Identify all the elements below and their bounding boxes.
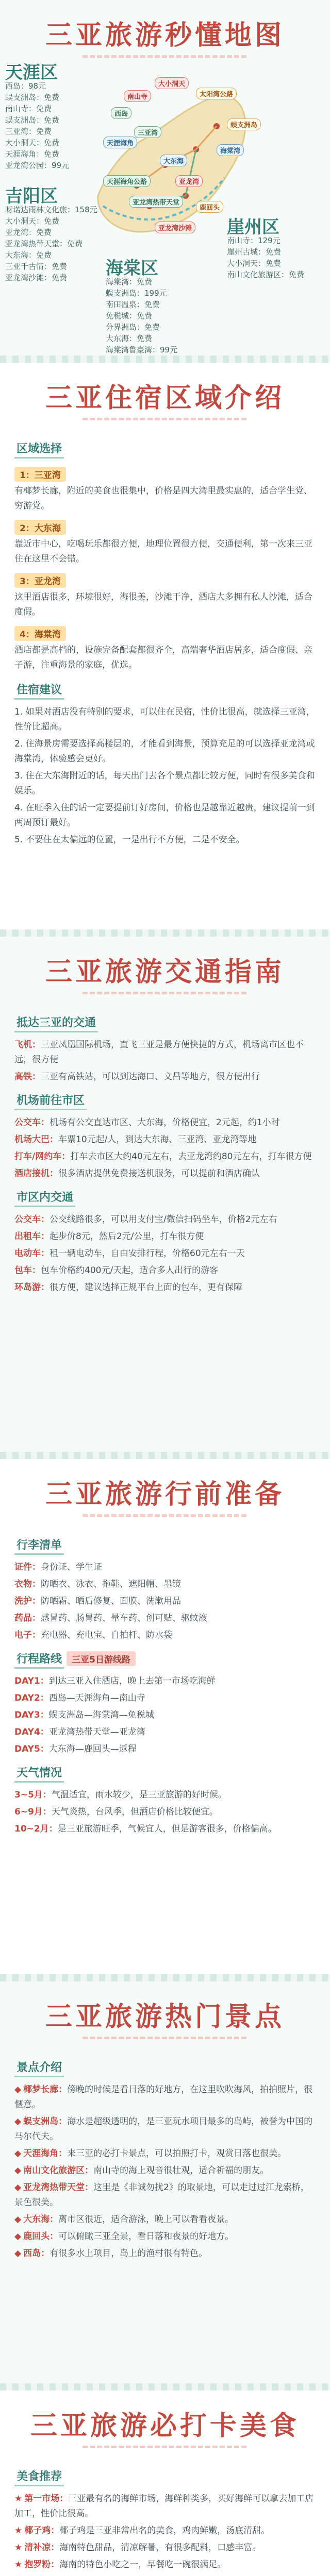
pack-item: [14, 1628, 316, 1643]
arrive-key: 飞机：: [14, 1040, 41, 1050]
district-line: 崖州古城：免费: [227, 247, 282, 257]
spot-item: [14, 2212, 316, 2227]
title-underline: [82, 992, 248, 994]
pack-value: 防晒衣、泳衣、拖鞋、遮阳帽、墨镜: [41, 1579, 181, 1589]
pin-icon: ◆: [14, 2214, 22, 2225]
wave-divider: [0, 929, 330, 937]
star-icon: ★: [14, 2526, 23, 2536]
spot-item: [14, 2229, 316, 2244]
food-title-wrap: [0, 2391, 330, 2458]
weather-item: [14, 1805, 316, 1820]
weather-heading: 天气情况: [14, 1763, 64, 1783]
pack-key: 药品：: [14, 1613, 41, 1623]
pack-item: [14, 1560, 316, 1575]
district-yazhou: [227, 217, 330, 280]
city-value: 公交线路很多，可以用支付宝/微信扫码坐车，价格2元左右: [50, 1214, 277, 1225]
area-desc: 有椰梦长廊，附近的美食也很集中，价格是四大湾里最实惠的，适合学生党、穷游党。: [14, 486, 312, 511]
pack-item: [14, 1577, 316, 1592]
arrive-key: 高铁：: [14, 1072, 41, 1082]
plan-day: DAY4：: [14, 1727, 49, 1737]
airport-value: 很多酒店提供免费接送机服务，可以提前和酒店确认: [58, 1168, 260, 1179]
pack-value: 感冒药、肠胃药、晕车药、创可贴、驱蚊液: [41, 1613, 207, 1623]
spot-desc: 有很多水上项目，岛上的渔村很有特色。: [50, 2248, 208, 2259]
airport-value: 打车去市区大约40元左右，去亚龙湾约80元左右，打车很方便: [70, 1151, 312, 1162]
map-label: 南山寺: [124, 90, 151, 102]
star-icon: ★: [14, 2494, 23, 2504]
district-line: 大东海：免费: [106, 334, 153, 343]
arrive-heading: 抵达三亚的交通: [14, 1013, 98, 1032]
arrive-item: [14, 1070, 316, 1084]
wave-divider: [0, 1974, 330, 1981]
weather-item: [14, 1822, 316, 1837]
district-tianya: [5, 62, 108, 171]
map-label: 亚龙湾: [175, 175, 203, 187]
district-line: 蜈支洲岛：199元: [106, 289, 167, 298]
map-label: 鹿回头: [196, 201, 223, 213]
stay-tip: 3. 住在大东海附近的话，每天出门去各个景点都比较方便，同时有很多美食和娱乐。: [14, 771, 315, 796]
spots-title-wrap: [0, 1981, 330, 2048]
district-line: 南山文化旅游区：免费: [227, 270, 305, 279]
area-item: [14, 623, 316, 673]
district-name: 吉阳区: [5, 186, 58, 207]
city-value: 起步价8元，然后2元/公里，打车很方便: [50, 1231, 204, 1242]
district-name: 天涯区: [5, 62, 58, 83]
weather-value: 气温适宜，雨水较少，是三亚旅游的好时候。: [51, 1790, 227, 1800]
area-item: [14, 517, 316, 567]
food-item: [14, 2557, 316, 2572]
airport-key: 公交车：: [14, 1117, 50, 1128]
district-line: 海棠湾：免费: [106, 277, 153, 286]
plan-heading: 行程路线: [14, 1649, 64, 1669]
map-label: 天涯海角: [103, 137, 137, 148]
map-label: 大小洞天: [155, 77, 189, 89]
district-line: 西岛：98元: [5, 81, 46, 91]
stay-title: 三亚住宿区域介绍: [45, 382, 285, 414]
spots-heading: 景点介绍: [14, 2058, 64, 2077]
weather-item: [14, 1788, 316, 1803]
spot-item: [14, 2146, 316, 2161]
map-label: 太阳湾公路: [196, 88, 237, 99]
stay-tip: 1. 如果对酒店没有特别的要求，可以住在民宿，性价比很高，就选择三亚湾，性价比超高。: [14, 707, 315, 732]
pack-key: 衣物：: [14, 1579, 41, 1589]
plan-route: 到达三亚入住酒店，晚上去第一市场吃海鲜: [48, 1676, 216, 1686]
plan-route: 蜈支洲岛—海棠湾—免税城: [48, 1710, 154, 1720]
pack-key: 洗护：: [14, 1596, 41, 1606]
pack-value: 身份证、学生证: [41, 1562, 102, 1572]
map-label: 三亚湾: [134, 126, 161, 138]
title-underline: [82, 2446, 248, 2448]
prep-section: [0, 1459, 330, 1974]
spot-desc: 来三亚的必打卡景点，可以拍照打卡，观赏日落也很美。: [67, 2148, 287, 2159]
stay-block: [0, 430, 330, 857]
pack-item: [14, 1611, 316, 1626]
pack-value: 防晒霜、晒后修复、面膜、洗漱用品: [41, 1596, 181, 1606]
district-line: 南山寺：免费: [5, 104, 52, 113]
district-line: 三亚湾：免费: [5, 127, 52, 136]
spots-section: [0, 1981, 330, 2383]
food-name: 抱罗粉：: [24, 2560, 60, 2570]
transport-title: 三亚旅游交通指南: [45, 956, 285, 988]
weather-key: 6~9月：: [14, 1807, 52, 1817]
prep-title-wrap: [0, 1459, 330, 1526]
district-line: 蜈支洲岛：免费: [5, 115, 60, 125]
district-line: 大小洞天：免费: [227, 259, 282, 268]
district-haitang: [106, 258, 209, 355]
star-icon: ★: [14, 2560, 23, 2570]
spot-name: 鹿回头：: [23, 2231, 59, 2242]
city-value: 租一辆电动车，自由安排行程，价格60元左右一天: [50, 1248, 245, 1259]
spot-desc: 离市区很近，适合游泳，晚上可以看看夜景。: [58, 2214, 234, 2225]
transport-title-wrap: [0, 937, 330, 1004]
stay-tip: 4. 在旺季入住的话一定要提前订好房间，价格也是越靠近越贵，建议提前一到两周预订最好。: [14, 803, 315, 828]
food-name: 椰子鸡：: [24, 2526, 60, 2536]
airport-key: 机场大巴：: [14, 1134, 58, 1145]
area-desc: 这里酒店很多，环境很好，海很美，沙滩干净，酒店大多拥有私人沙滩，适合度假。: [14, 592, 312, 617]
weather-value: 是三亚旅游旺季，气候宜人，但是游客很多，价格偏高。: [57, 1824, 277, 1834]
stay-tip: 5. 不要住在太偏远的位置，一是出行不方便，二是不安全。: [14, 835, 245, 845]
weather-key: 3~5月：: [14, 1790, 52, 1800]
district-jiyang: [5, 186, 108, 283]
title-underline: [82, 1514, 248, 1517]
food-desc: 椰子鸡是三亚非常出名的美食，鸡肉鲜嫩，汤底清甜。: [59, 2526, 270, 2536]
food-item: [14, 2540, 316, 2555]
plan-route: 亚龙湾热带天堂—亚龙湾: [48, 1727, 145, 1737]
city-value: 包车价格约400元/天起，适合多人出行的游客: [41, 1265, 219, 1276]
food-name: 第一市场：: [24, 2494, 69, 2504]
map-title-wrap: [0, 0, 330, 67]
city-key: 包车：: [14, 1265, 41, 1276]
title-underline: [82, 55, 248, 58]
district-line: 南田温泉：免费: [106, 300, 160, 309]
star-icon: ★: [14, 2543, 23, 2553]
city-key: 出租车：: [14, 1231, 50, 1242]
district-line: 大东海：免费: [5, 250, 52, 260]
arrive-item: [14, 1038, 316, 1067]
city-item: [14, 1229, 316, 1244]
city-item: [14, 1280, 316, 1295]
spot-desc: 这里是《非诚勿扰2》的取景地，可以走过过江龙索桥，景色很美。: [14, 2182, 309, 2208]
plan-subtitle: 三亚5日游线路: [67, 1651, 136, 1666]
pin-icon: ◆: [14, 2182, 22, 2193]
airport-value: 机场有公交直达市区、大东海，价格便宜，2元起，约1小时: [50, 1117, 280, 1128]
arrive-value: 三亚凤凰国际机场，直飞三亚是最方便快捷的方式，机场离市区也不远，很方便: [14, 1040, 304, 1065]
city-item: [14, 1263, 316, 1278]
city-value: 很方便，建议选择正规平台上面的包车，更有保障: [50, 1282, 242, 1293]
stay-tip: 2. 住海景房需要选择高楼层的，才能看到海景，预算充足的可以选择亚龙湾或海棠湾，体验感会更好。: [14, 739, 315, 764]
district-line: 亚龙湾：免费: [5, 228, 52, 237]
district-line: 天涯海角：免费: [5, 149, 60, 159]
food-desc: 海南特色甜品，清凉解暑，有很多配料，口感丰富。: [59, 2543, 261, 2553]
food-heading: 美食推荐: [14, 2467, 64, 2486]
airport-key: 打车/网约车：: [14, 1151, 71, 1162]
area-name: 2：大东海: [14, 520, 66, 535]
airport-heading: 机场前往市区: [14, 1091, 87, 1110]
pin-icon: ◆: [14, 2084, 22, 2095]
plan-item: [14, 1742, 316, 1757]
airport-item: [14, 1115, 316, 1130]
spots-title: 三亚旅游热门景点: [45, 2001, 285, 2032]
area-item: [14, 570, 316, 620]
city-item: [14, 1246, 316, 1261]
city-key: 电动车：: [14, 1248, 50, 1259]
plan-item: [14, 1674, 316, 1689]
area-desc: 酒店都是高档的，设施完备配套都很齐全，高端奢华酒店居多，适合度假、亲子游，注重海景的家庭，优选。: [14, 645, 312, 670]
area-item: [14, 464, 316, 514]
map-area: [0, 62, 330, 355]
area-desc: 靠近市中心，吃喝玩乐都很方便，地理位置很方便，交通便利，第一次来三亚住在这里不会错。: [14, 539, 312, 564]
plan-route: 大东海—鹿回头—返程: [48, 1744, 137, 1754]
spots-block: [0, 2048, 330, 2270]
spot-item: [14, 2082, 316, 2112]
airport-item: [14, 1149, 316, 1164]
spot-name: 西岛：: [23, 2248, 50, 2259]
map-label: 天涯海角公路: [103, 175, 151, 187]
pin-icon: ◆: [14, 2116, 22, 2127]
arrive-value: 三亚有高铁站，可以到达海口、文昌等地方，很方便出行: [41, 1072, 260, 1082]
food-desc: 海南的特色小吃之一，早餐吃一碗很满足。: [59, 2560, 226, 2570]
district-line: 呀诺达雨林文化旅：158元: [5, 205, 97, 214]
spot-name: 大东海：: [23, 2214, 59, 2225]
spot-name: 南山文化旅游区：: [23, 2165, 94, 2176]
spot-item: [14, 2114, 316, 2144]
prep-title: 三亚旅游行前准备: [45, 1479, 285, 1510]
plan-day: DAY1：: [14, 1676, 49, 1686]
spot-item: [14, 2180, 316, 2210]
area-name: 4：海棠湾: [14, 626, 66, 641]
transport-block: [0, 1004, 330, 1304]
spot-desc: 可以俯瞰三亚全景，看日落和夜景的好地方。: [58, 2231, 234, 2242]
district-line: 三亚千古情：免费: [5, 262, 68, 271]
plan-day: DAY5：: [14, 1744, 49, 1754]
city-key: 公交车：: [14, 1214, 50, 1225]
district-line: 亚龙湾公园：99元: [5, 161, 70, 170]
pack-heading: 行李清单: [14, 1535, 64, 1555]
airport-item: [14, 1166, 316, 1181]
district-name: 海棠区: [106, 258, 158, 279]
food-desc: 三亚最有名的海鲜市场，海鲜种类多，买好海鲜可以拿去加工店加工，性价比很高。: [14, 2494, 314, 2519]
map-label: 蜈支洲岛: [227, 118, 261, 130]
pin-icon: ◆: [14, 2148, 22, 2159]
plan-item: [14, 1708, 316, 1723]
wave-divider: [0, 2383, 330, 2391]
district-line: 大小洞天：免费: [5, 138, 60, 147]
transport-section: [0, 937, 330, 1452]
spot-name: 天涯海角：: [23, 2148, 68, 2159]
food-block: [0, 2458, 330, 2576]
district-line: 海棠湾鲁豪湾：99元: [106, 345, 178, 354]
pin-icon: ◆: [14, 2248, 22, 2259]
stay-title-wrap: [0, 363, 330, 430]
map-label: 亚龙湾沙滩: [155, 222, 195, 233]
food-item: [14, 2523, 316, 2538]
weather-value: 天气炎热，台风季，但酒店价格比较便宜。: [51, 1807, 218, 1817]
plan-day: DAY3：: [14, 1710, 49, 1720]
spot-name: 蜈支洲岛：: [23, 2116, 68, 2127]
airport-key: 酒店接机：: [14, 1168, 58, 1179]
district-line: 免税城：免费: [106, 311, 153, 320]
map-title: 三亚旅游秒懂地图: [45, 20, 285, 51]
plan-route: 西岛—天涯海角—南山寺: [48, 1693, 145, 1703]
spot-name: 亚龙湾热带天堂：: [23, 2182, 94, 2193]
district-name: 崖州区: [227, 217, 279, 238]
wave-divider: [0, 355, 330, 363]
district-line: 蜈支洲岛：免费: [5, 93, 60, 102]
spot-desc: 傍晚的时候是看日落的好地方，在这里吹吹海风，拍拍照片，很惬意。: [14, 2084, 313, 2110]
airport-value: 车票10元起/人，到达大东海、三亚湾、亚龙湾等地: [58, 1134, 257, 1145]
pin-icon: ◆: [14, 2231, 22, 2242]
pin-icon: ◆: [14, 2165, 22, 2176]
pack-item: [14, 1594, 316, 1609]
pack-key: 电子：: [14, 1630, 41, 1640]
plan-item: [14, 1725, 316, 1740]
district-line: 南山寺：129元: [227, 236, 280, 245]
food-title: 三亚旅游必打卡美食: [30, 2410, 300, 2442]
weather-key: 10~2月：: [14, 1824, 58, 1834]
map-label: 大东海: [160, 155, 187, 166]
city-key: 环岛游：: [14, 1282, 50, 1293]
spot-item: [14, 2246, 316, 2261]
city-heading: 市区内交通: [14, 1188, 75, 1207]
title-underline: [82, 418, 248, 420]
title-underline: [82, 2037, 248, 2039]
food-section: [0, 2391, 330, 2576]
spot-name: 椰梦长廊：: [23, 2084, 68, 2095]
district-line: 分界洲岛：免费: [106, 323, 160, 332]
map-label: 西岛: [111, 107, 131, 119]
stay-tips-heading: 住宿建议: [14, 680, 64, 700]
city-item: [14, 1212, 316, 1227]
map-label: 海棠湾: [217, 144, 244, 156]
plan-item: [14, 1691, 316, 1706]
district-line: 亚龙湾热带天堂：免费: [5, 239, 83, 248]
food-name: 清补凉：: [24, 2543, 60, 2553]
plan-day: DAY2：: [14, 1693, 49, 1703]
spot-item: [14, 2163, 316, 2178]
prep-block: [0, 1526, 330, 1846]
spot-desc: 海水是超级透明的，是三亚玩水项目最多的岛屿，被誉为中国的马尔代夫。: [14, 2116, 313, 2142]
area-name: 1：三亚湾: [14, 467, 66, 482]
airport-item: [14, 1132, 316, 1147]
district-line: 大小洞天：免费: [5, 216, 60, 226]
map-label: 亚龙湾热带天堂: [129, 196, 183, 208]
wave-divider: [0, 1452, 330, 1459]
map-section: [0, 0, 330, 355]
area-name: 3：亚龙湾: [14, 573, 66, 588]
food-item: [14, 2492, 316, 2521]
spot-desc: 南山寺的海上观音很壮观，适合祈福的朋友。: [93, 2165, 269, 2176]
district-line: 亚龙湾沙滩：免费: [5, 273, 68, 282]
stay-choose-heading: 区域选择: [14, 439, 64, 459]
pack-key: 证件：: [14, 1562, 41, 1572]
pack-value: 充电器、充电宝、自拍杆、防水袋: [41, 1630, 172, 1640]
stay-section: [0, 363, 330, 929]
